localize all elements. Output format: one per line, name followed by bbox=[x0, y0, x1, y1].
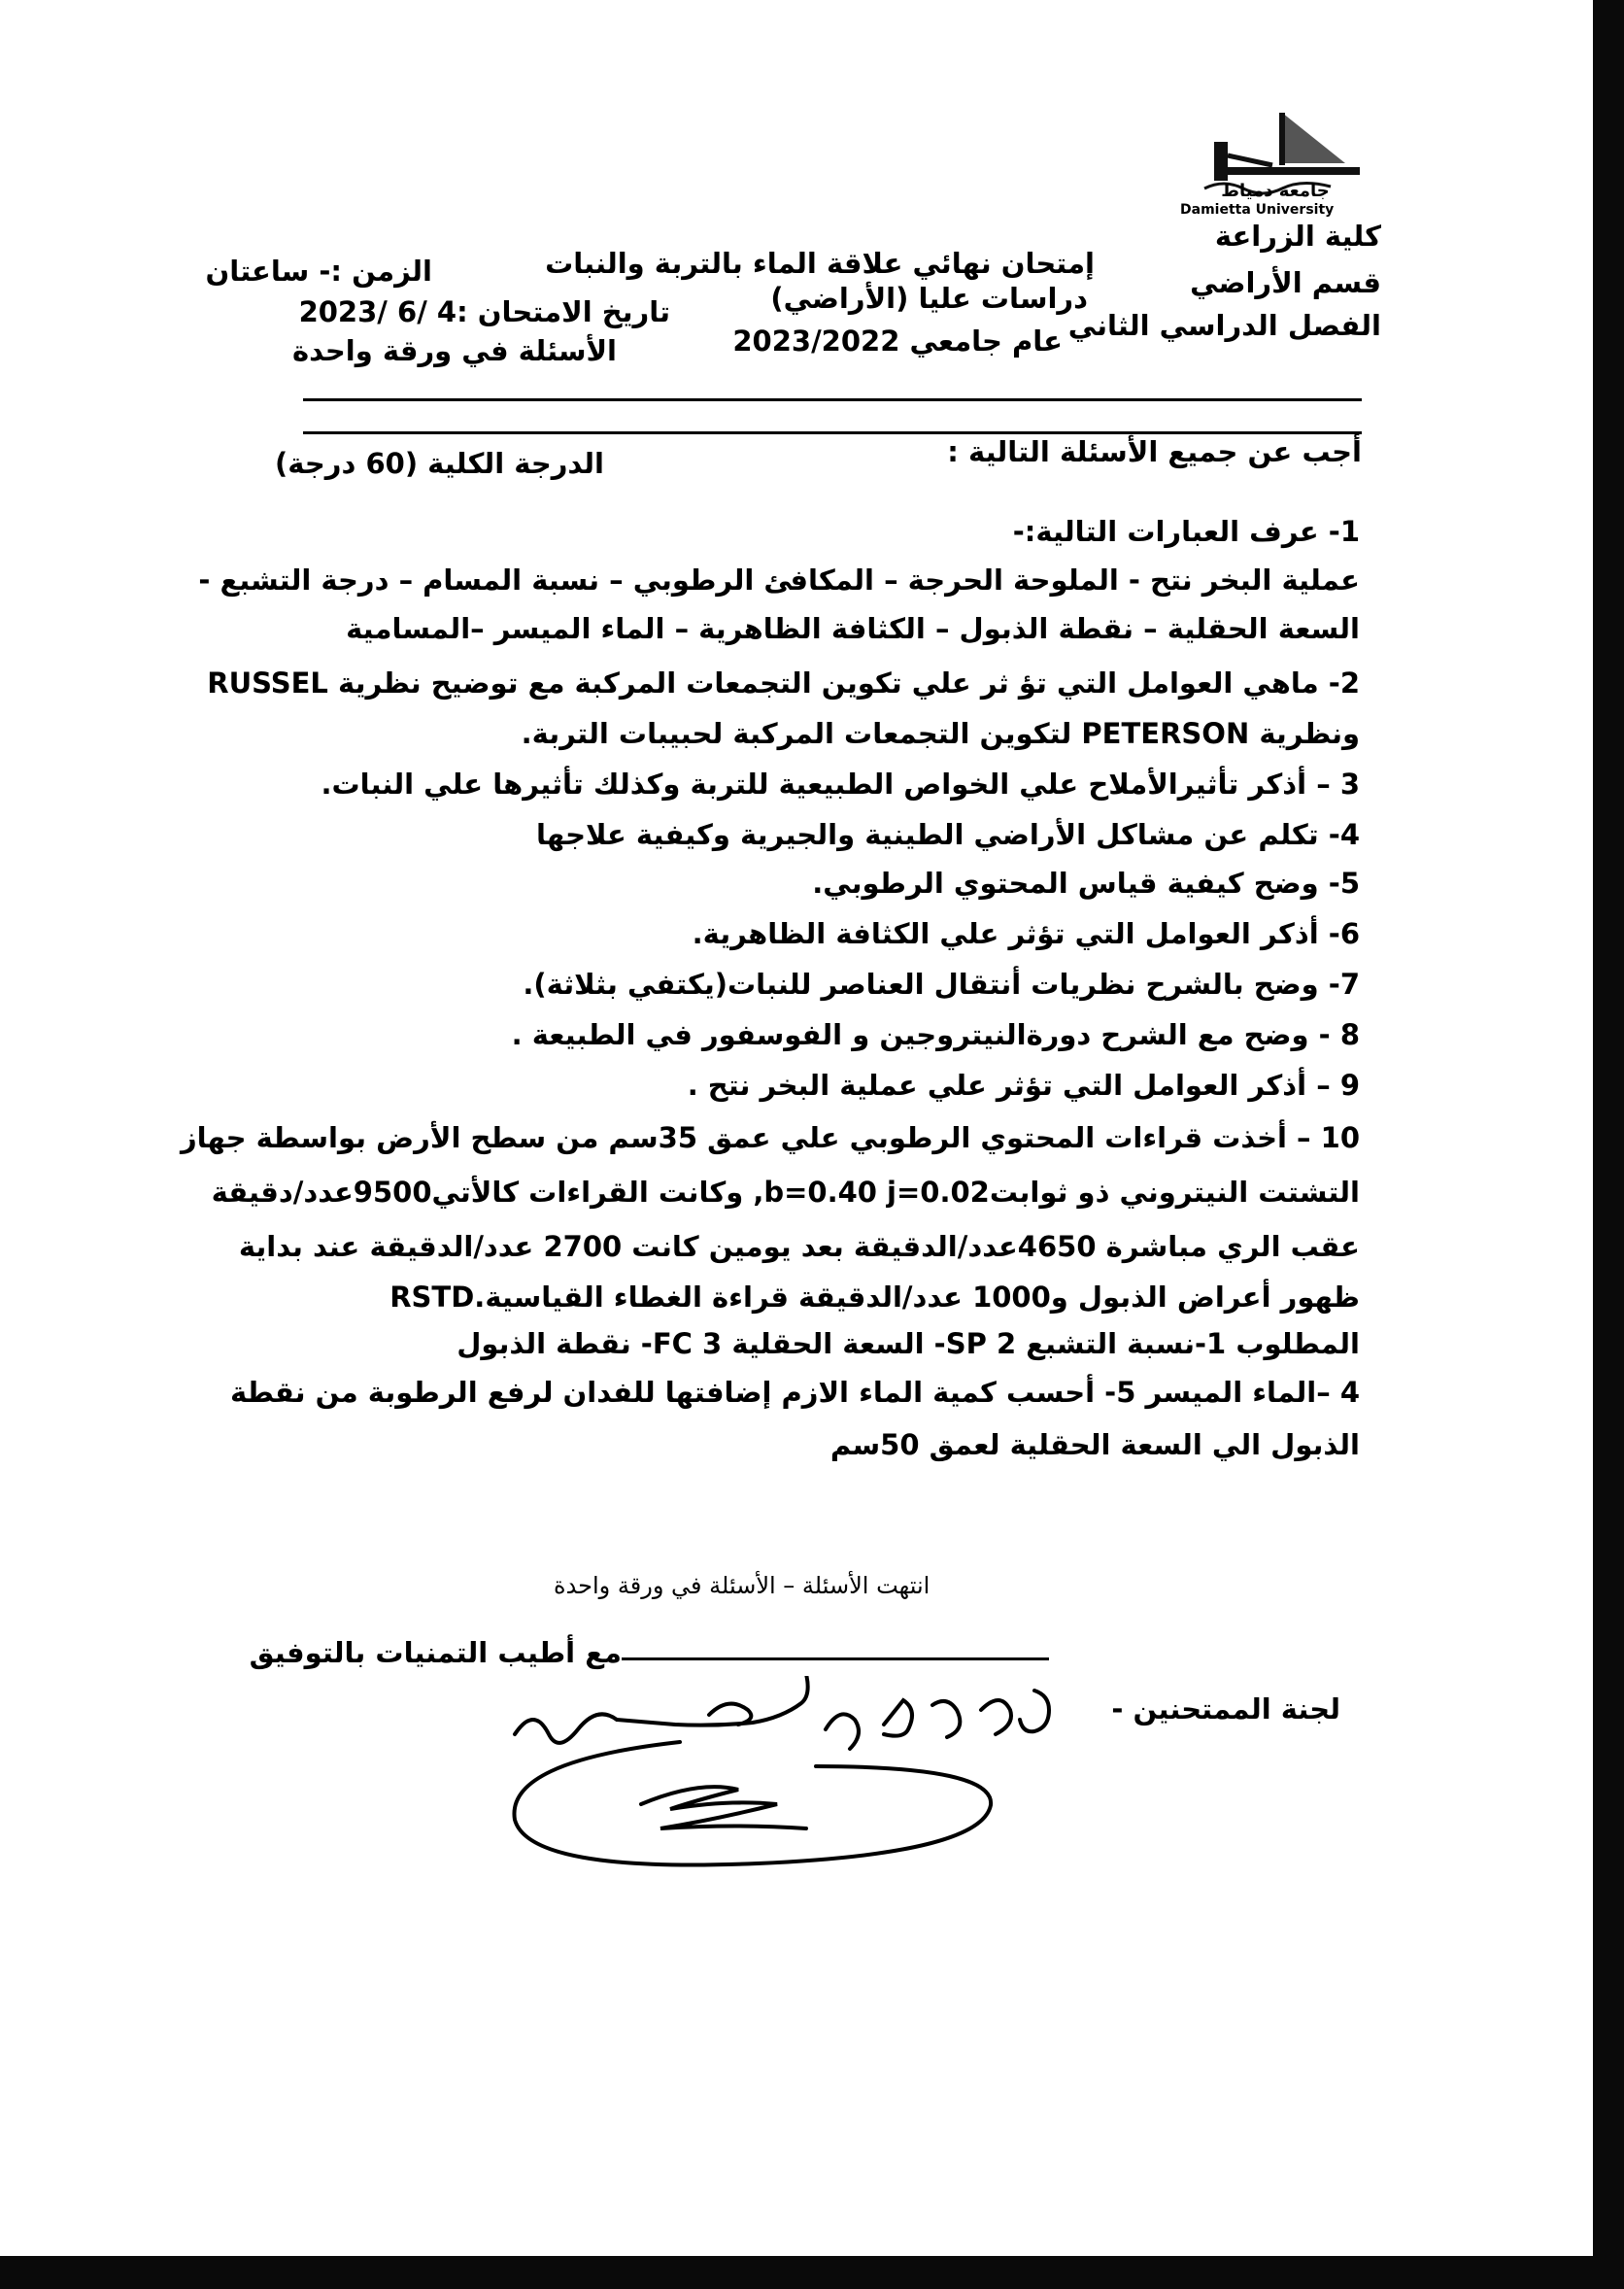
question-10-required-3: الذبول الي السعة الحقلية لعمق 50سم bbox=[829, 1428, 1360, 1461]
exam-date: تاريخ الامتحان :4 /6 /2023 bbox=[298, 295, 670, 328]
academic-year: عام جامعي 2023/2022 bbox=[732, 325, 1063, 358]
signature-text bbox=[874, 1692, 881, 1693]
answer-all-instruction: أجب عن جميع الأسئلة التالية : bbox=[947, 435, 1362, 468]
study-level: دراسات عليا (الأراضي) bbox=[770, 282, 1088, 315]
question-3: 3 – أذكر تأثيرالأملاح علي الخواص الطبيعية للتربة وكذلك تأثيرها علي النبات. bbox=[321, 768, 1360, 801]
question-1-terms: السعة الحقلية – نقطة الذبول – الكثافة الظاهرية – الماء الميسر –المسامية bbox=[346, 612, 1360, 645]
examiners-committee: لجنة الممتحنين - bbox=[1111, 1692, 1340, 1725]
questions-section bbox=[180, 0, 1360, 2289]
question-1: 1- عرف العبارات التالية:- bbox=[1012, 515, 1360, 548]
question-10-required-2: 4 –الماء الميسر 5- أحسب كمية الماء الازم إضافتها للفدان لرفع الرطوبة من نقطة bbox=[229, 1376, 1360, 1409]
question-10-line-4: ظهور أعراض الذبول و1000 عدد/الدقيقة قراءة الغطاء القياسية.RSTD bbox=[389, 1281, 1360, 1314]
question-7: 7- وضح بالشرح نظريات أنتقال العناصر للنبات(يكتفي بثلاثة). bbox=[523, 968, 1360, 1001]
scan-edge-bottom bbox=[0, 2256, 1624, 2289]
faculty-name: كلية الزراعة bbox=[1214, 220, 1381, 253]
question-5: 5- وضح كيفية قياس المحتوي الرطوبي. bbox=[812, 867, 1360, 900]
question-10-line-2: التشتت النيتروني ذو ثوابتb=0.40 j=0.02, وكانت القراءات كالأتي9500عدد/دقيقة bbox=[211, 1176, 1360, 1209]
question-2: 2- ماهي العوامل التي تؤ ثر علي تكوين التجمعات المركبة مع توضيح نظرية RUSSEL bbox=[207, 666, 1360, 700]
exam-title: إمتحان نهائي علاقة الماء بالتربة والنبات bbox=[545, 247, 1095, 280]
question-1-terms: عملية البخر نتح - الملوحة الحرجة – المكافئ الرطوبي – نسبة المسام – درجة التشبع - bbox=[198, 564, 1360, 597]
question-4: 4- تكلم عن مشاكل الأراضي الطينية والجيرية وكيفية علاجها bbox=[536, 818, 1360, 851]
question-10: 10 – أخذت قراءات المحتوي الرطوبي علي عمق 35سم من سطح الأرض بواسطة جهاز bbox=[180, 1121, 1360, 1154]
semester: الفصل الدراسي الثاني bbox=[1067, 309, 1381, 342]
department-name: قسم الأراضي bbox=[1190, 266, 1381, 299]
question-10-line-3: عقب الري مباشرة 4650عدد/الدقيقة بعد يومين كانت 2700 عدد/الدقيقة عند بداية bbox=[238, 1230, 1360, 1263]
end-note: انتهت الأسئلة – الأسئلة في ورقة واحدة bbox=[554, 1572, 930, 1599]
wishes-rule bbox=[622, 1657, 1049, 1660]
question-9: 9 – أذكر العوامل التي تؤثر علي عملية البخر نتح . bbox=[687, 1069, 1360, 1102]
total-grade: الدرجة الكلية (60 درجة) bbox=[275, 447, 604, 480]
logo-english-name: Damietta University bbox=[1180, 202, 1335, 218]
question-8: 8 - وضح مع الشرح دورةالنيتروجين و الفوسفور في الطبيعة . bbox=[511, 1018, 1360, 1051]
question-6: 6- أذكر العوامل التي تؤثر علي الكثافة الظاهرية. bbox=[692, 917, 1360, 950]
scan-edge-right bbox=[1593, 0, 1624, 2289]
logo-arabic-name: جامعة دمياط bbox=[1221, 181, 1330, 201]
question-2-continued: ونظرية PETERSON لتكوين التجمعات المركبة لحبيبات التربة. bbox=[521, 717, 1360, 750]
handwritten-signature bbox=[476, 1676, 1107, 1909]
best-wishes: مع أطيب التمنيات بالتوفيق bbox=[249, 1636, 622, 1669]
exam-duration: الزمن :- ساعتان bbox=[205, 255, 432, 288]
question-10-required: المطلوب 1-نسبة التشبع SP 2- السعة الحقلية FC 3- نقطة الذبول bbox=[457, 1327, 1360, 1360]
single-sheet-note: الأسئلة في ورقة واحدة bbox=[292, 334, 617, 367]
